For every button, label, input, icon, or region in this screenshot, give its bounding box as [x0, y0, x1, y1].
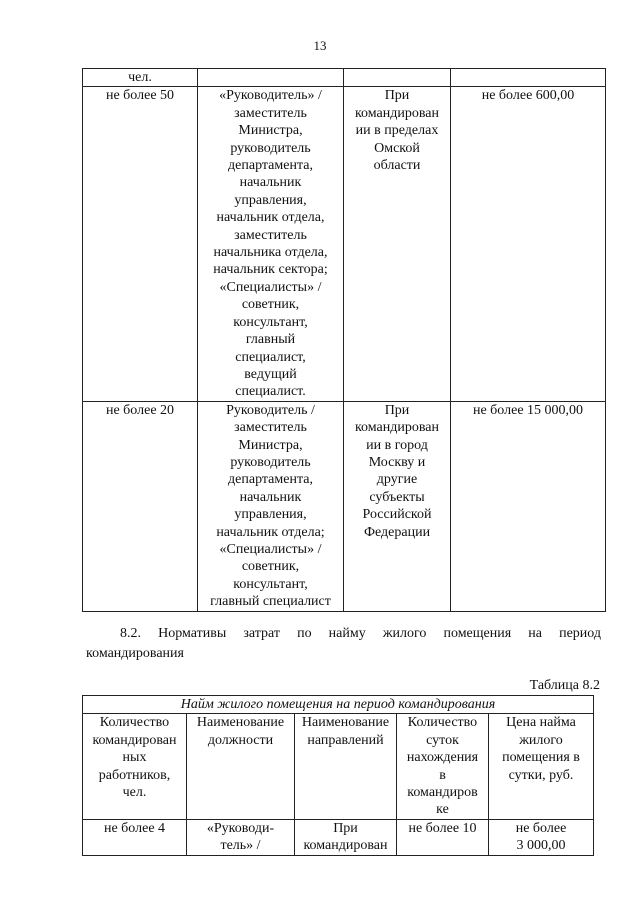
- direction-cell: [344, 87, 451, 401]
- direction-cell: [344, 69, 451, 87]
- cell-line: Цена найма: [506, 715, 576, 731]
- travel-expenses-table: [82, 68, 606, 612]
- cell-line: ке: [436, 802, 449, 818]
- price-cell: [451, 69, 606, 87]
- cell-line: Москву и: [368, 454, 426, 470]
- position-cell: [187, 819, 295, 855]
- cell-line: главный: [245, 332, 296, 348]
- cell-line: ведущий: [244, 366, 297, 382]
- cell-line: Министра,: [238, 123, 303, 139]
- lodging-expenses-table: [82, 695, 594, 856]
- cell-line: сутки, руб.: [508, 767, 574, 783]
- table-header-row: [83, 714, 594, 819]
- count-cell: не более 4: [83, 819, 187, 855]
- cell-line: Количество: [407, 715, 478, 731]
- cell-line: жилого: [519, 732, 563, 748]
- section-heading-cont: командирования: [86, 646, 184, 661]
- cell-line: командирован: [354, 105, 440, 121]
- cell-line: советник,: [241, 297, 300, 313]
- cell-line: Количество: [99, 715, 170, 731]
- cell-line: заместитель: [234, 227, 307, 243]
- days-cell: не более 10: [397, 819, 489, 855]
- cell-line: нахождения: [406, 750, 479, 766]
- cell-line: Руководитель /: [226, 402, 315, 418]
- cell-line: Наименование: [196, 715, 285, 731]
- cell-line: специалист.: [235, 384, 306, 400]
- position-cell: [198, 401, 344, 611]
- cell-line: чел.: [122, 785, 147, 801]
- price-cell: не более 15 000,00: [451, 401, 606, 611]
- table-title: Найм жилого помещения на период командирования: [83, 696, 594, 714]
- cell-line: главный специалист: [210, 594, 331, 610]
- cell-line: начальник сектора;: [213, 262, 328, 278]
- page-number: 13: [313, 38, 327, 53]
- cell-line: начальника отдела,: [213, 245, 328, 261]
- cell-line: помещения в: [502, 750, 580, 766]
- count-cell: не более 20: [83, 401, 198, 611]
- cell-line: Наименование: [301, 715, 390, 731]
- cell-line: командиров: [407, 785, 478, 801]
- cell-line: заместитель: [234, 105, 307, 121]
- table-row: [83, 87, 606, 401]
- table-row: [83, 819, 594, 855]
- cell-line: руководитель: [230, 140, 311, 156]
- cell-line: Российской: [362, 507, 432, 523]
- header-count: [83, 714, 187, 819]
- direction-cell: [344, 401, 451, 611]
- position-cell: [198, 87, 344, 401]
- cell-line: департамента,: [228, 158, 313, 174]
- cell-line: «Специалисты» /: [219, 541, 322, 557]
- position-cell: [198, 69, 344, 87]
- header-direction: [295, 714, 397, 819]
- cell-line: Федерации: [363, 524, 431, 540]
- cell-line: департамента,: [228, 472, 313, 488]
- cell-line: консультант,: [233, 314, 308, 330]
- cell-line: управления,: [234, 192, 307, 208]
- cell-line: «Руководитель» /: [219, 88, 322, 104]
- price-cell: [489, 819, 594, 855]
- section-heading: 8.2. Нормативы затрат по найму жилого помещения на период: [120, 626, 601, 641]
- cell-line: командирован: [303, 838, 388, 854]
- cell-line: Омской: [374, 140, 420, 156]
- cell-line: командирован: [354, 420, 440, 436]
- table-row: [83, 401, 606, 611]
- cell-line: консультант,: [233, 576, 308, 592]
- cell-line: должности: [207, 732, 274, 748]
- cell-line: суток: [426, 732, 459, 748]
- cell-line: ных: [122, 750, 147, 766]
- cell-line: другие: [376, 472, 418, 488]
- cell-line: командирован: [92, 732, 177, 748]
- cell-line: 3 000,00: [516, 838, 566, 854]
- cell-line: не более: [515, 820, 567, 836]
- cell-line: направлений: [307, 732, 384, 748]
- header-position: [187, 714, 295, 819]
- cell-line: области: [373, 158, 421, 174]
- cell-line: ии в пределах: [355, 123, 439, 139]
- table-label: Таблица 8.2: [529, 678, 600, 693]
- direction-cell: [295, 819, 397, 855]
- count-cell: не более 50: [83, 87, 198, 401]
- cell-line: начальник: [239, 489, 302, 505]
- cell-line: заместитель: [234, 420, 307, 436]
- price-cell: не более 600,00: [451, 87, 606, 401]
- count-cell: чел.: [83, 69, 198, 87]
- cell-line: специалист,: [235, 349, 306, 365]
- cell-line: тель» /: [220, 838, 261, 854]
- table-row: [83, 69, 606, 87]
- cell-line: в: [439, 767, 446, 783]
- cell-line: советник,: [241, 559, 300, 575]
- cell-line: работников,: [98, 767, 171, 783]
- cell-line: При: [384, 402, 410, 418]
- cell-line: ии в город: [366, 437, 428, 453]
- cell-line: При: [384, 88, 410, 104]
- table-title-row: [83, 696, 594, 714]
- cell-line: начальник: [239, 175, 302, 191]
- cell-line: Министра,: [238, 437, 303, 453]
- section-paragraph: [86, 624, 601, 664]
- header-price: [489, 714, 594, 819]
- cell-line: «Руководи-: [206, 820, 275, 836]
- header-days: [397, 714, 489, 819]
- cell-line: руководитель: [230, 454, 311, 470]
- cell-line: субъекты: [369, 489, 425, 505]
- cell-line: управления,: [234, 507, 307, 523]
- cell-line: «Специалисты» /: [219, 279, 322, 295]
- cell-line: При: [333, 820, 358, 836]
- cell-line: начальник отдела,: [216, 210, 325, 226]
- cell-line: начальник отдела;: [216, 524, 325, 540]
